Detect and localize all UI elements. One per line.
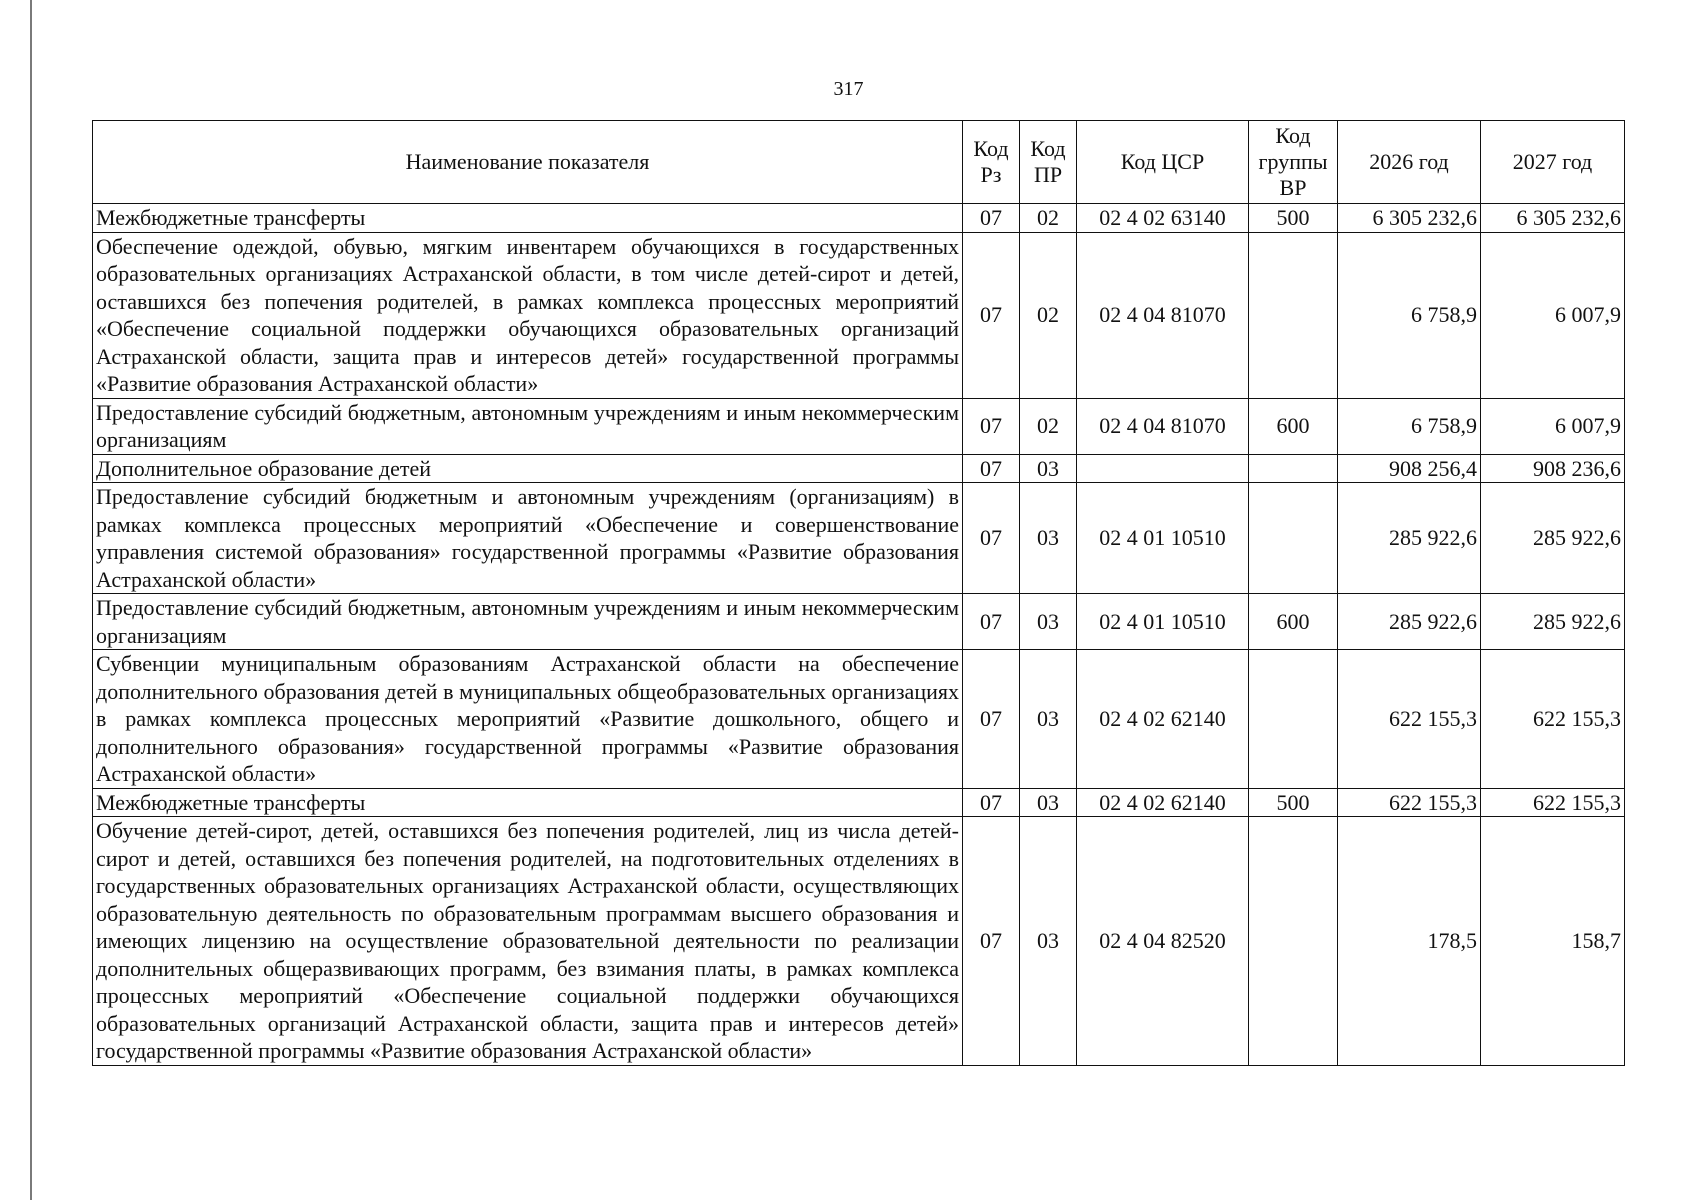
cell-2027: 6 007,9 bbox=[1481, 398, 1625, 454]
cell-csr: 02 4 01 10510 bbox=[1077, 594, 1249, 650]
cell-2026: 178,5 bbox=[1338, 817, 1481, 1066]
budget-table bbox=[92, 120, 1625, 1066]
cell-rz: 07 bbox=[963, 594, 1020, 650]
table-header-row bbox=[93, 121, 1625, 204]
cell-pr: 03 bbox=[1020, 454, 1077, 483]
cell-name: Дополнительное образование детей bbox=[93, 454, 963, 483]
cell-name: Межбюджетные трансферты bbox=[93, 204, 963, 233]
cell-csr: 02 4 01 10510 bbox=[1077, 483, 1249, 594]
header-rz: Код Рз bbox=[963, 121, 1020, 204]
cell-name: Предоставление субсидий бюджетным и автономным учреждениям (организациям) в рамках комплекса процессных мероприятий «Обеспечение и совершенствование управления системой образования» государственной программы «Развитие образования Астраханской области» bbox=[93, 483, 963, 594]
cell-2027: 908 236,6 bbox=[1481, 454, 1625, 483]
table-body bbox=[93, 204, 1625, 1066]
cell-rz: 07 bbox=[963, 788, 1020, 817]
cell-2027: 285 922,6 bbox=[1481, 483, 1625, 594]
cell-csr bbox=[1077, 454, 1249, 483]
cell-csr: 02 4 02 62140 bbox=[1077, 788, 1249, 817]
cell-name: Обеспечение одеждой, обувью, мягким инвентарем обучающихся в государственных образовательных организациях Астраханской области, в том числе детей-сирот и детей, оставшихся без попечения родителей, в рамках комплекса процессных мероприятий «Обеспечение социальной поддержки обучающихся образовательных организаций Астраханской области, защита прав и интересов детей» государственной программы «Развитие образования Астраханской области» bbox=[93, 232, 963, 398]
cell-rz: 07 bbox=[963, 398, 1020, 454]
cell-2027: 622 155,3 bbox=[1481, 788, 1625, 817]
table-row bbox=[93, 204, 1625, 233]
cell-2027: 622 155,3 bbox=[1481, 650, 1625, 789]
table-row bbox=[93, 483, 1625, 594]
cell-vr bbox=[1249, 454, 1338, 483]
cell-vr: 600 bbox=[1249, 594, 1338, 650]
cell-vr: 600 bbox=[1249, 398, 1338, 454]
cell-pr: 03 bbox=[1020, 650, 1077, 789]
cell-name: Предоставление субсидий бюджетным, автономным учреждениям и иным некоммерческим организациям bbox=[93, 594, 963, 650]
cell-vr: 500 bbox=[1249, 204, 1338, 233]
table-row bbox=[93, 650, 1625, 789]
table-row bbox=[93, 454, 1625, 483]
cell-csr: 02 4 02 63140 bbox=[1077, 204, 1249, 233]
cell-rz: 07 bbox=[963, 204, 1020, 233]
cell-vr bbox=[1249, 817, 1338, 1066]
cell-2026: 285 922,6 bbox=[1338, 483, 1481, 594]
cell-pr: 03 bbox=[1020, 788, 1077, 817]
cell-2026: 622 155,3 bbox=[1338, 788, 1481, 817]
cell-pr: 03 bbox=[1020, 594, 1077, 650]
cell-rz: 07 bbox=[963, 483, 1020, 594]
cell-rz: 07 bbox=[963, 817, 1020, 1066]
cell-2027: 6 305 232,6 bbox=[1481, 204, 1625, 233]
cell-csr: 02 4 02 62140 bbox=[1077, 650, 1249, 789]
cell-2026: 6 758,9 bbox=[1338, 398, 1481, 454]
table-row bbox=[93, 817, 1625, 1066]
cell-2026: 908 256,4 bbox=[1338, 454, 1481, 483]
table-row bbox=[93, 594, 1625, 650]
cell-csr: 02 4 04 82520 bbox=[1077, 817, 1249, 1066]
cell-name: Субвенции муниципальным образованиям Астраханской области на обеспечение дополнительного образования детей в муниципальных общеобразовательных организациях в рамках комплекса процессных мероприятий «Развитие дошкольного, общего и дополнительного образования» государственной программы «Развитие образования Астраханской области» bbox=[93, 650, 963, 789]
cell-pr: 03 bbox=[1020, 817, 1077, 1066]
cell-2026: 6 758,9 bbox=[1338, 232, 1481, 398]
cell-name: Обучение детей-сирот, детей, оставшихся без попечения родителей, лиц из числа детей-сирот и детей, оставшихся без попечения родителей, на подготовительных отделениях в государственных образовательных организациях Астраханской области, осуществляющих образовательную деятельность по образовательным программам высшего образования и имеющих лицензию на осуществление образовательной деятельности по реализации дополнительных общеразвивающих программ, без взимания платы, в рамках комплекса процессных мероприятий «Обеспечение социальной поддержки обучающихся образовательных организаций Астраханской области, защита прав и интересов детей» государственной программы «Развитие образования Астраханской области» bbox=[93, 817, 963, 1066]
table-row bbox=[93, 788, 1625, 817]
header-csr: Код ЦСР bbox=[1077, 121, 1249, 204]
table-row bbox=[93, 398, 1625, 454]
cell-name: Межбюджетные трансферты bbox=[93, 788, 963, 817]
cell-rz: 07 bbox=[963, 650, 1020, 789]
cell-2026: 285 922,6 bbox=[1338, 594, 1481, 650]
cell-vr bbox=[1249, 232, 1338, 398]
cell-rz: 07 bbox=[963, 454, 1020, 483]
cell-2027: 158,7 bbox=[1481, 817, 1625, 1066]
cell-csr: 02 4 04 81070 bbox=[1077, 232, 1249, 398]
header-name: Наименование показателя bbox=[93, 121, 963, 204]
cell-2026: 622 155,3 bbox=[1338, 650, 1481, 789]
cell-pr: 02 bbox=[1020, 204, 1077, 233]
binding-edge-line bbox=[30, 0, 32, 1200]
cell-vr bbox=[1249, 483, 1338, 594]
cell-csr: 02 4 04 81070 bbox=[1077, 398, 1249, 454]
header-2026: 2026 год bbox=[1338, 121, 1481, 204]
cell-name: Предоставление субсидий бюджетным, автономным учреждениям и иным некоммерческим организациям bbox=[93, 398, 963, 454]
cell-pr: 02 bbox=[1020, 232, 1077, 398]
cell-vr bbox=[1249, 650, 1338, 789]
cell-2027: 285 922,6 bbox=[1481, 594, 1625, 650]
cell-pr: 03 bbox=[1020, 483, 1077, 594]
cell-rz: 07 bbox=[963, 232, 1020, 398]
cell-2027: 6 007,9 bbox=[1481, 232, 1625, 398]
cell-2026: 6 305 232,6 bbox=[1338, 204, 1481, 233]
header-2027: 2027 год bbox=[1481, 121, 1625, 204]
cell-vr: 500 bbox=[1249, 788, 1338, 817]
cell-pr: 02 bbox=[1020, 398, 1077, 454]
header-vr: Код группы ВР bbox=[1249, 121, 1338, 204]
header-pr: Код ПР bbox=[1020, 121, 1077, 204]
page-number: 317 bbox=[833, 78, 864, 100]
table-row bbox=[93, 232, 1625, 398]
